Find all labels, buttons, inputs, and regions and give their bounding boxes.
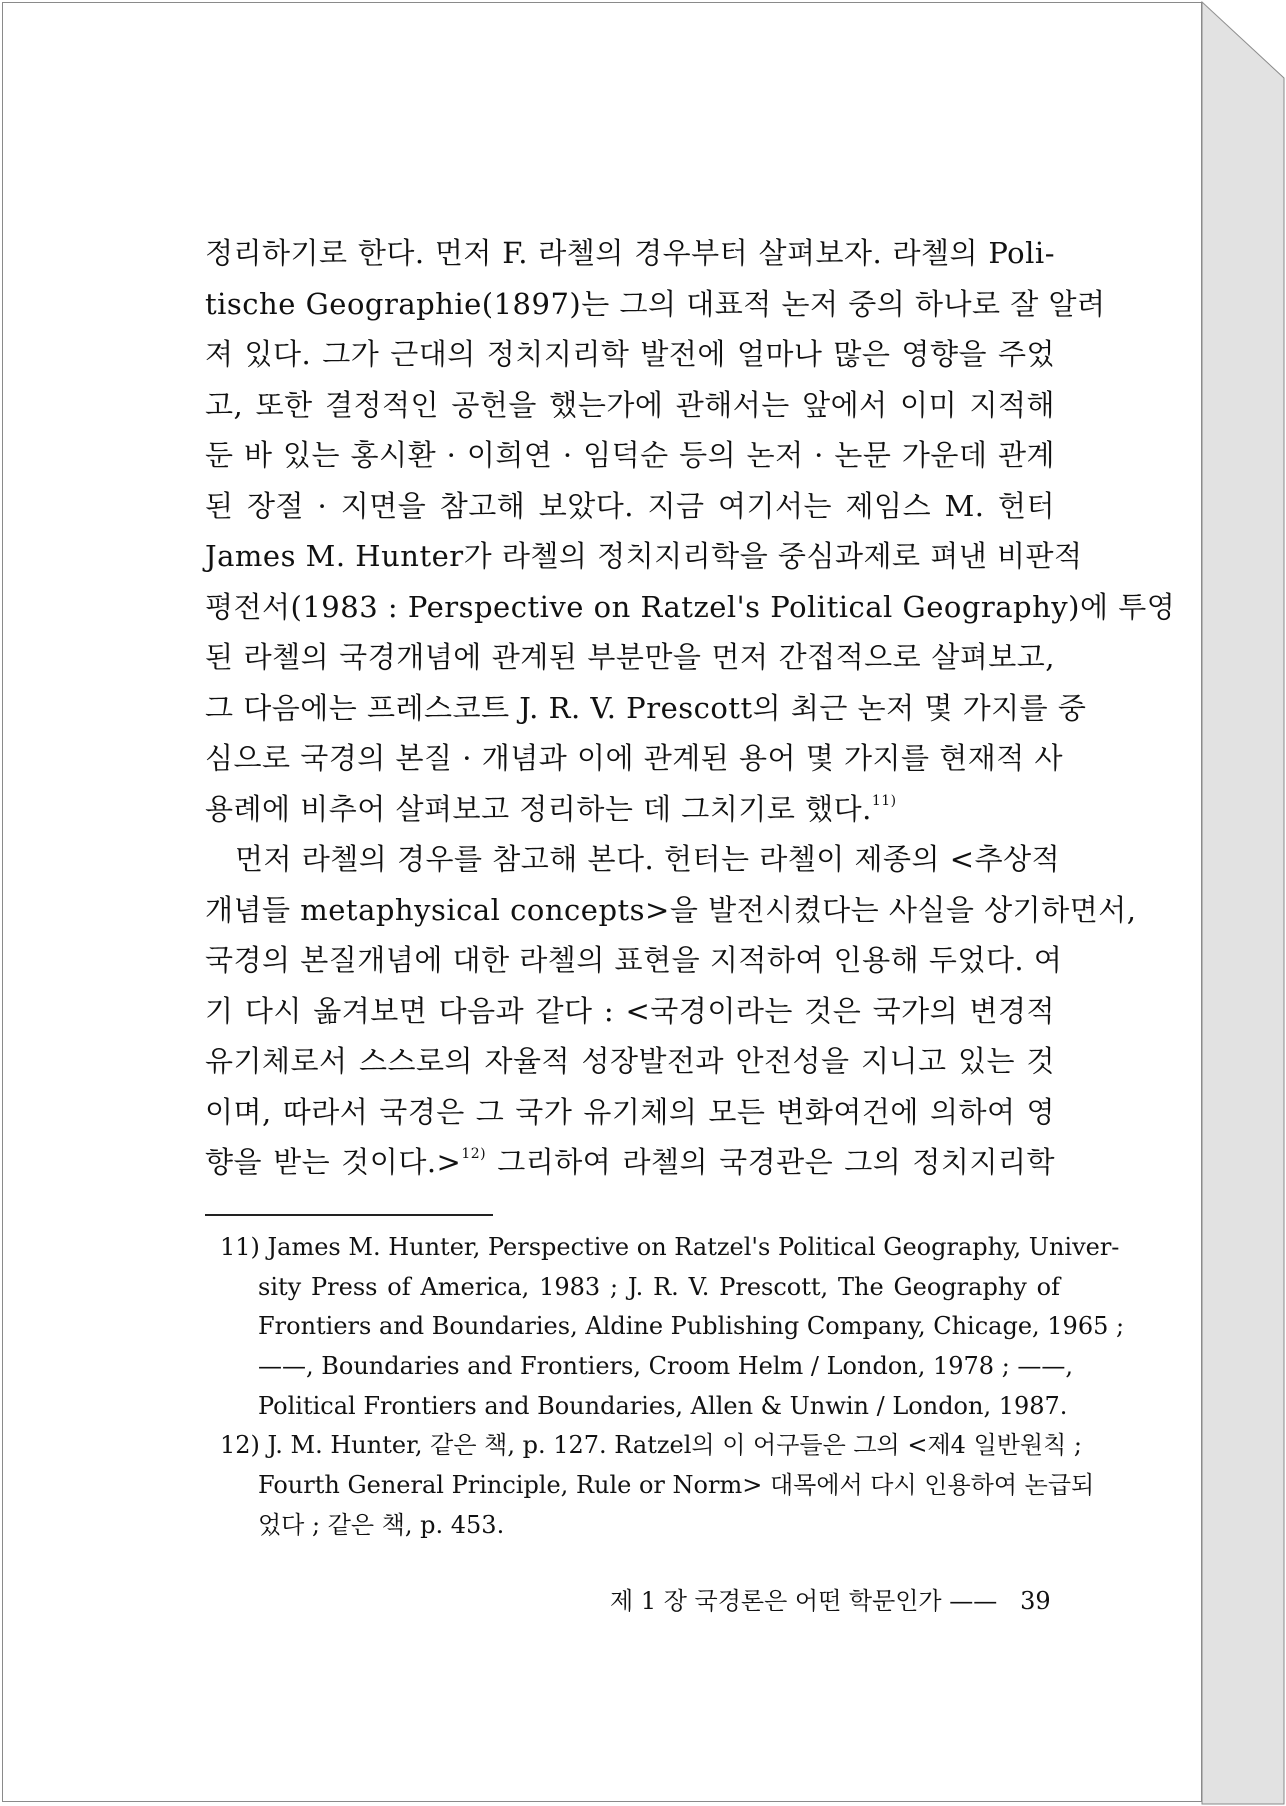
body-line: 둔 바 있는 홍시환 · 이희연 · 임덕순 등의 논저 · 논문 가운데 관계 (205, 438, 1055, 472)
page-number: 39 (1020, 1587, 1051, 1615)
body-line: 개념들 metaphysical concepts>을 발전시켰다는 사실을 상기하면서, (205, 892, 1137, 927)
book-side-edge (1202, 2, 1284, 1804)
body-line: 국경의 본질개념에 대한 라첼의 표현을 지적하여 인용해 두었다. 여 (205, 943, 1063, 977)
footnote-11-line: Political Frontiers and Boundaries, Allen & Unwin / London, 1987. (258, 1391, 1068, 1420)
body-line: 된 장절 · 지면을 참고해 보았다. 지금 여기서는 제임스 M. 헌터 (205, 488, 1055, 523)
footnote-11-line: 11) James M. Hunter, Perspective on Ratzel's Political Geography, Univer- (220, 1233, 1120, 1261)
body-line: 고, 또한 결정적인 공헌을 했는가에 관해서는 앞에서 이미 지적해 (205, 387, 1055, 422)
chapter-title: 제 1 장 국경론은 어떤 학문인가 —— (610, 1587, 998, 1615)
body-line: 기 다시 옮겨보면 다음과 같다 : <국경이라는 것은 국가의 변경적 (205, 993, 1055, 1028)
body-line: tische Geographie(1897)는 그의 대표적 논저 중의 하나로 잘 알려 (205, 286, 1106, 321)
body-line: 정리하기로 한다. 먼저 F. 라첼의 경우부터 살펴보자. 라첼의 Poli- (205, 236, 1055, 270)
body-line: 먼저 라첼의 경우를 참고해 본다. 헌터는 라첼이 제종의 <추상적 (235, 842, 1061, 876)
body-line (205, 784, 1055, 835)
footnote-12-line: 었다 ; 같은 책, p. 453. (258, 1510, 505, 1539)
body-line: 그 다음에는 프레스코트 J. R. V. Prescott의 최근 논저 몇 가지를 중 (205, 690, 1087, 725)
body-line-text: 향을 받는 것이다.> (205, 1145, 462, 1179)
running-footer (610, 1585, 1051, 1617)
footnote-ref-12: 12) (461, 1146, 487, 1162)
body-line: 된 라첼의 국경개념에 관계된 부분만을 먼저 간접적으로 살펴보고, (205, 640, 1055, 674)
body-line-text: 용례에 비추어 살펴보고 정리하는 데 그치기로 했다. (205, 791, 872, 826)
footnote-12-line: 12) J. M. Hunter, 같은 책, p. 127. Ratzel의 이 어구들은 그의 <제4 일반원칙 ; (220, 1431, 1083, 1460)
body-line: 평전서(1983 : Perspective on Ratzel's Political Geography)에 투영 (205, 589, 1176, 624)
body-line: 져 있다. 그가 근대의 정치지리학 발전에 얼마나 많은 영향을 주었 (205, 337, 1055, 371)
body-line (205, 1137, 1055, 1188)
body-line: James M. Hunter가 라첼의 정치지리학을 중심과제로 펴낸 비판적 (205, 539, 1083, 573)
body-line: 유기체로서 스스로의 자율적 성장발전과 안전성을 지니고 있는 것 (205, 1044, 1055, 1078)
footnote-11-line: sity Press of America, 1983 ; J. R. V. Prescott, The Geography of (258, 1272, 1060, 1301)
footnote-11-line: ——, Boundaries and Frontiers, Croom Helm / London, 1978 ; ——, (258, 1352, 1074, 1381)
body-text (205, 228, 1176, 1188)
footnote-12-line: Fourth General Principle, Rule or Norm> 대목에서 다시 인용하여 논급되 (258, 1471, 1095, 1500)
body-line: 이며, 따라서 국경은 그 국가 유기체의 모든 변화여건에 의하여 영 (205, 1094, 1055, 1129)
footnote-divider (205, 1214, 493, 1216)
footnote-ref-11: 11) (871, 792, 897, 809)
body-line: 심으로 국경의 본질 · 개념과 이에 관계된 용어 몇 가지를 현재적 사 (205, 741, 1063, 775)
body-line-text: 그리하여 라첼의 국경관은 그의 정치지리학 (497, 1145, 1055, 1179)
footnote-11-line: Frontiers and Boundaries, Aldine Publishing Company, Chicage, 1965 ; (258, 1312, 1125, 1341)
footnotes (220, 1228, 1125, 1546)
